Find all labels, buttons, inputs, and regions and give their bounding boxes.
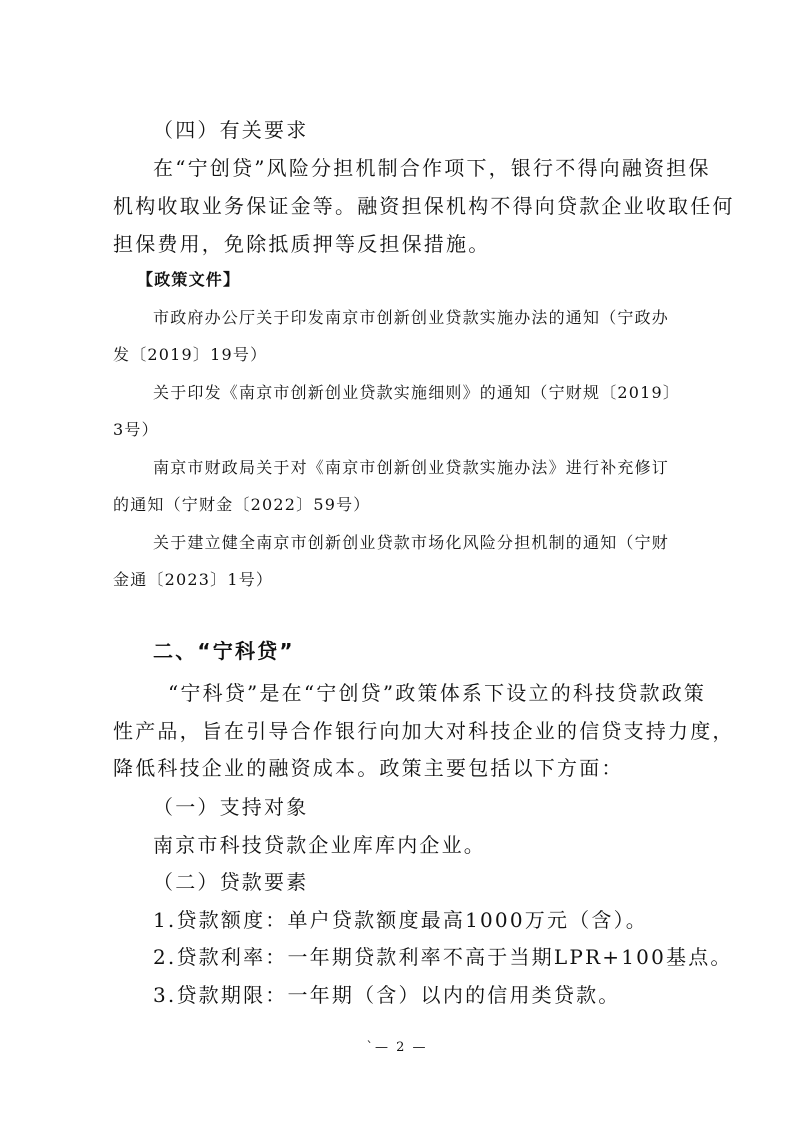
loan-item-interest-rate: 2.贷款利率：一年期贷款利率不高于当期LPR+100基点。 <box>153 945 733 969</box>
support-target-text: 南京市科技贷款企业库库内企业。 <box>153 833 486 857</box>
support-target-heading: （一）支持对象 <box>153 795 309 819</box>
policy-doc-1-line-1: 市政府办公厅关于印发南京市创新创业贷款实施办法的通知（宁政办 <box>153 308 670 327</box>
page-number: `— 2 — <box>366 1040 428 1055</box>
section-4-paragraph-line-2: 机构收取业务保证金等。融资担保机构不得向贷款企业收取任何 <box>113 194 735 218</box>
loan-item-term: 3.贷款期限：一年期（含）以内的信用类贷款。 <box>153 983 621 1007</box>
policy-doc-2-line-2: 3号） <box>113 420 159 439</box>
section-4-heading: （四）有关要求 <box>153 118 309 142</box>
policy-doc-4-line-2: 金通〔2023〕1号） <box>113 570 274 589</box>
section-ning-ke-dai-heading: 二、“宁科贷” <box>153 639 295 663</box>
policy-doc-1-line-2: 发〔2019〕19号） <box>113 345 268 364</box>
policy-documents-heading: 【政策文件】 <box>137 270 241 289</box>
policy-doc-4-line-1: 关于建立健全南京市创新创业贷款市场化风险分担机制的通知（宁财 <box>153 533 670 552</box>
section-4-paragraph-line-1: 在“宁创贷”风险分担机制合作项下，银行不得向融资担保 <box>153 156 711 180</box>
policy-doc-2-line-1: 关于印发《南京市创新创业贷款实施细则》的通知（宁财规〔2019〕 <box>153 383 681 402</box>
ning-ke-dai-intro-line-1: “宁科贷”是在“宁创贷”政策体系下设立的科技贷款政策 <box>168 681 707 705</box>
ning-ke-dai-intro-line-2: 性产品，旨在引导合作银行向加大对科技企业的信贷支持力度， <box>113 719 735 743</box>
loan-elements-heading: （二）贷款要素 <box>153 870 309 894</box>
loan-item-amount: 1.贷款额度：单户贷款额度最高1000万元（含）。 <box>153 908 648 932</box>
section-4-paragraph-line-3: 担保费用，免除抵质押等反担保措施。 <box>113 232 491 256</box>
ning-ke-dai-intro-line-3: 降低科技企业的融资成本。政策主要包括以下方面： <box>113 756 624 780</box>
policy-doc-3-line-1: 南京市财政局关于对《南京市创新创业贷款实施办法》进行补充修订 <box>153 458 670 477</box>
policy-doc-3-line-2: 的通知（宁财金〔2022〕59号） <box>113 495 371 514</box>
